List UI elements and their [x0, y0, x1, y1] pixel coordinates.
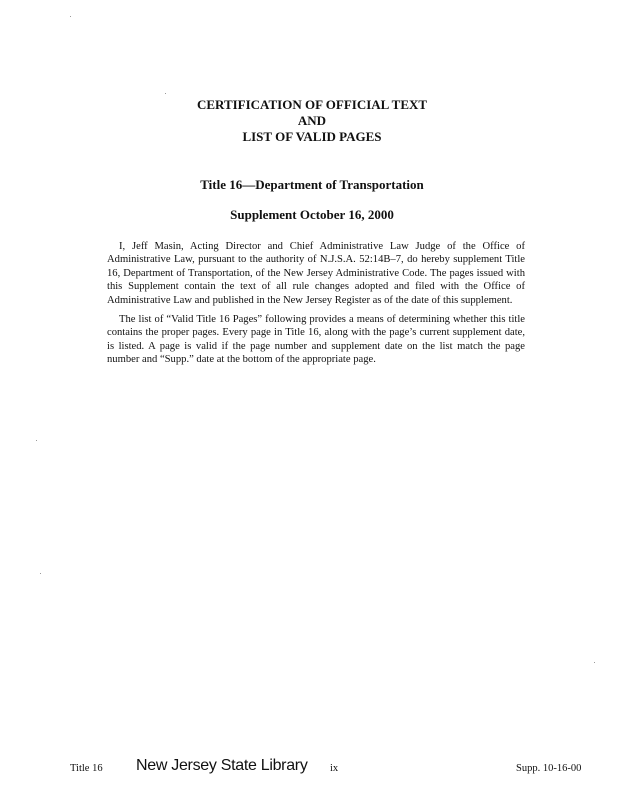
heading-line-2: AND [297, 113, 327, 128]
footer-title: Title 16 [70, 763, 103, 774]
certification-heading [0, 97, 624, 145]
scan-speck [40, 573, 41, 574]
scan-speck [594, 662, 595, 663]
certification-paragraph: I, Jeff Masin, Acting Director and Chief Administrative Law Judge of the Office of Administrative Law, pursuant to the authority of N.J.S.A. 52:14B–7, do hereby supplement Title 16, Department of Transportation, of the New Jersey Administrative Code. The pages issued with this Supplement contain the text of all rule changes adopted and filed with the Office of Administrative Law and published in the New Jersey Register as of the date of this supplement. [107, 241, 525, 306]
scan-speck [165, 93, 166, 94]
library-stamp: New Jersey State Library [136, 757, 308, 774]
title-line: Title 16—Department of Transportation [200, 177, 424, 192]
scan-speck [70, 16, 71, 17]
scan-speck [36, 440, 37, 441]
heading-line-1: CERTIFICATION OF OFFICIAL TEXT [196, 97, 428, 112]
valid-pages-paragraph: The list of “Valid Title 16 Pages” following provides a means of determining whether this title contains the proper pages. Every page in Title 16, along with the page’s current supplement date, is listed. A page is valid if the page number and supplement date on the list match the page number and “Supp.” date at the bottom of the appropriate page. [107, 314, 525, 366]
footer-page-number: ix [330, 763, 339, 774]
supplement-line: Supplement October 16, 2000 [230, 207, 394, 222]
heading-line-3: LIST OF VALID PAGES [242, 129, 382, 144]
footer-supplement-date: Supp. 10-16-00 [516, 763, 582, 774]
page-footer [0, 757, 624, 781]
